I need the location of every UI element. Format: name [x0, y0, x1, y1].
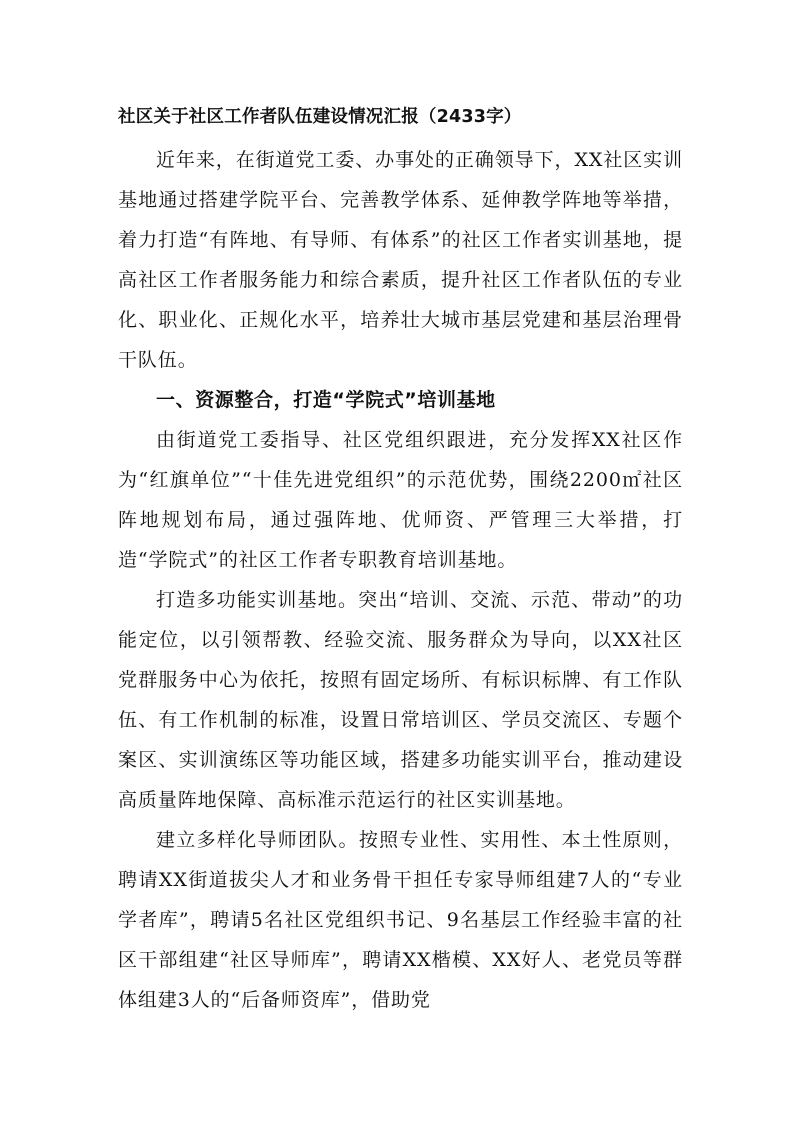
section-paragraph: 打造多功能实训基地。突出“培训、交流、示范、带动”的功能定位，以引领帮教、经验交流、服务群众为导向，以XX社区党群服务中心为依托，按照有固定场所、有标识标牌、有工作队伍、有工作机制的标准，设置日常培训区、学员交流区、专题个案区、实训演练区等功能区域，搭建多功能实训平台，推动建设高质量阵地保障、高标准示范运行的社区实训基地。	[118, 589, 683, 811]
section-heading: 一、资源整合，打造“学院式”培训基地	[156, 389, 496, 411]
section-paragraph: 建立多样化导师团队。按照专业性、实用性、本土性原则，聘请XX街道拔尖人才和业务骨干担任专家导师组建7人的“专业学者库”，聘请5名社区党组织书记、9名基层工作经验丰富的社区干部组建“社区导师库”，聘请XX楷模、XX好人、老党员等群体组建3人的“后备师资库”，借助党	[118, 829, 683, 1011]
section-paragraph: 由街道党工委指导、社区党组织跟进，充分发挥XX社区作为“红旗单位”“十佳先进党组织”的示范优势，围绕2200㎡社区阵地规划布局，通过强阵地、优师资、严管理三大举措，打造“学院式”的社区工作者专职教育培训基地。	[118, 429, 683, 571]
document-title: 社区关于社区工作者队伍建设情况汇报（2433字）	[118, 107, 522, 127]
intro-paragraph: 近年来，在街道党工委、办事处的正确领导下，XX社区实训基地通过搭建学院平台、完善教学体系、延伸教学阵地等举措，着力打造“有阵地、有导师、有体系”的社区工作者实训基地，提高社区工作者服务能力和综合素质，提升社区工作者队伍的专业化、职业化、正规化水平，培养壮大城市基层党建和基层治理骨干队伍。	[118, 149, 683, 371]
document-body	[118, 102, 683, 1020]
